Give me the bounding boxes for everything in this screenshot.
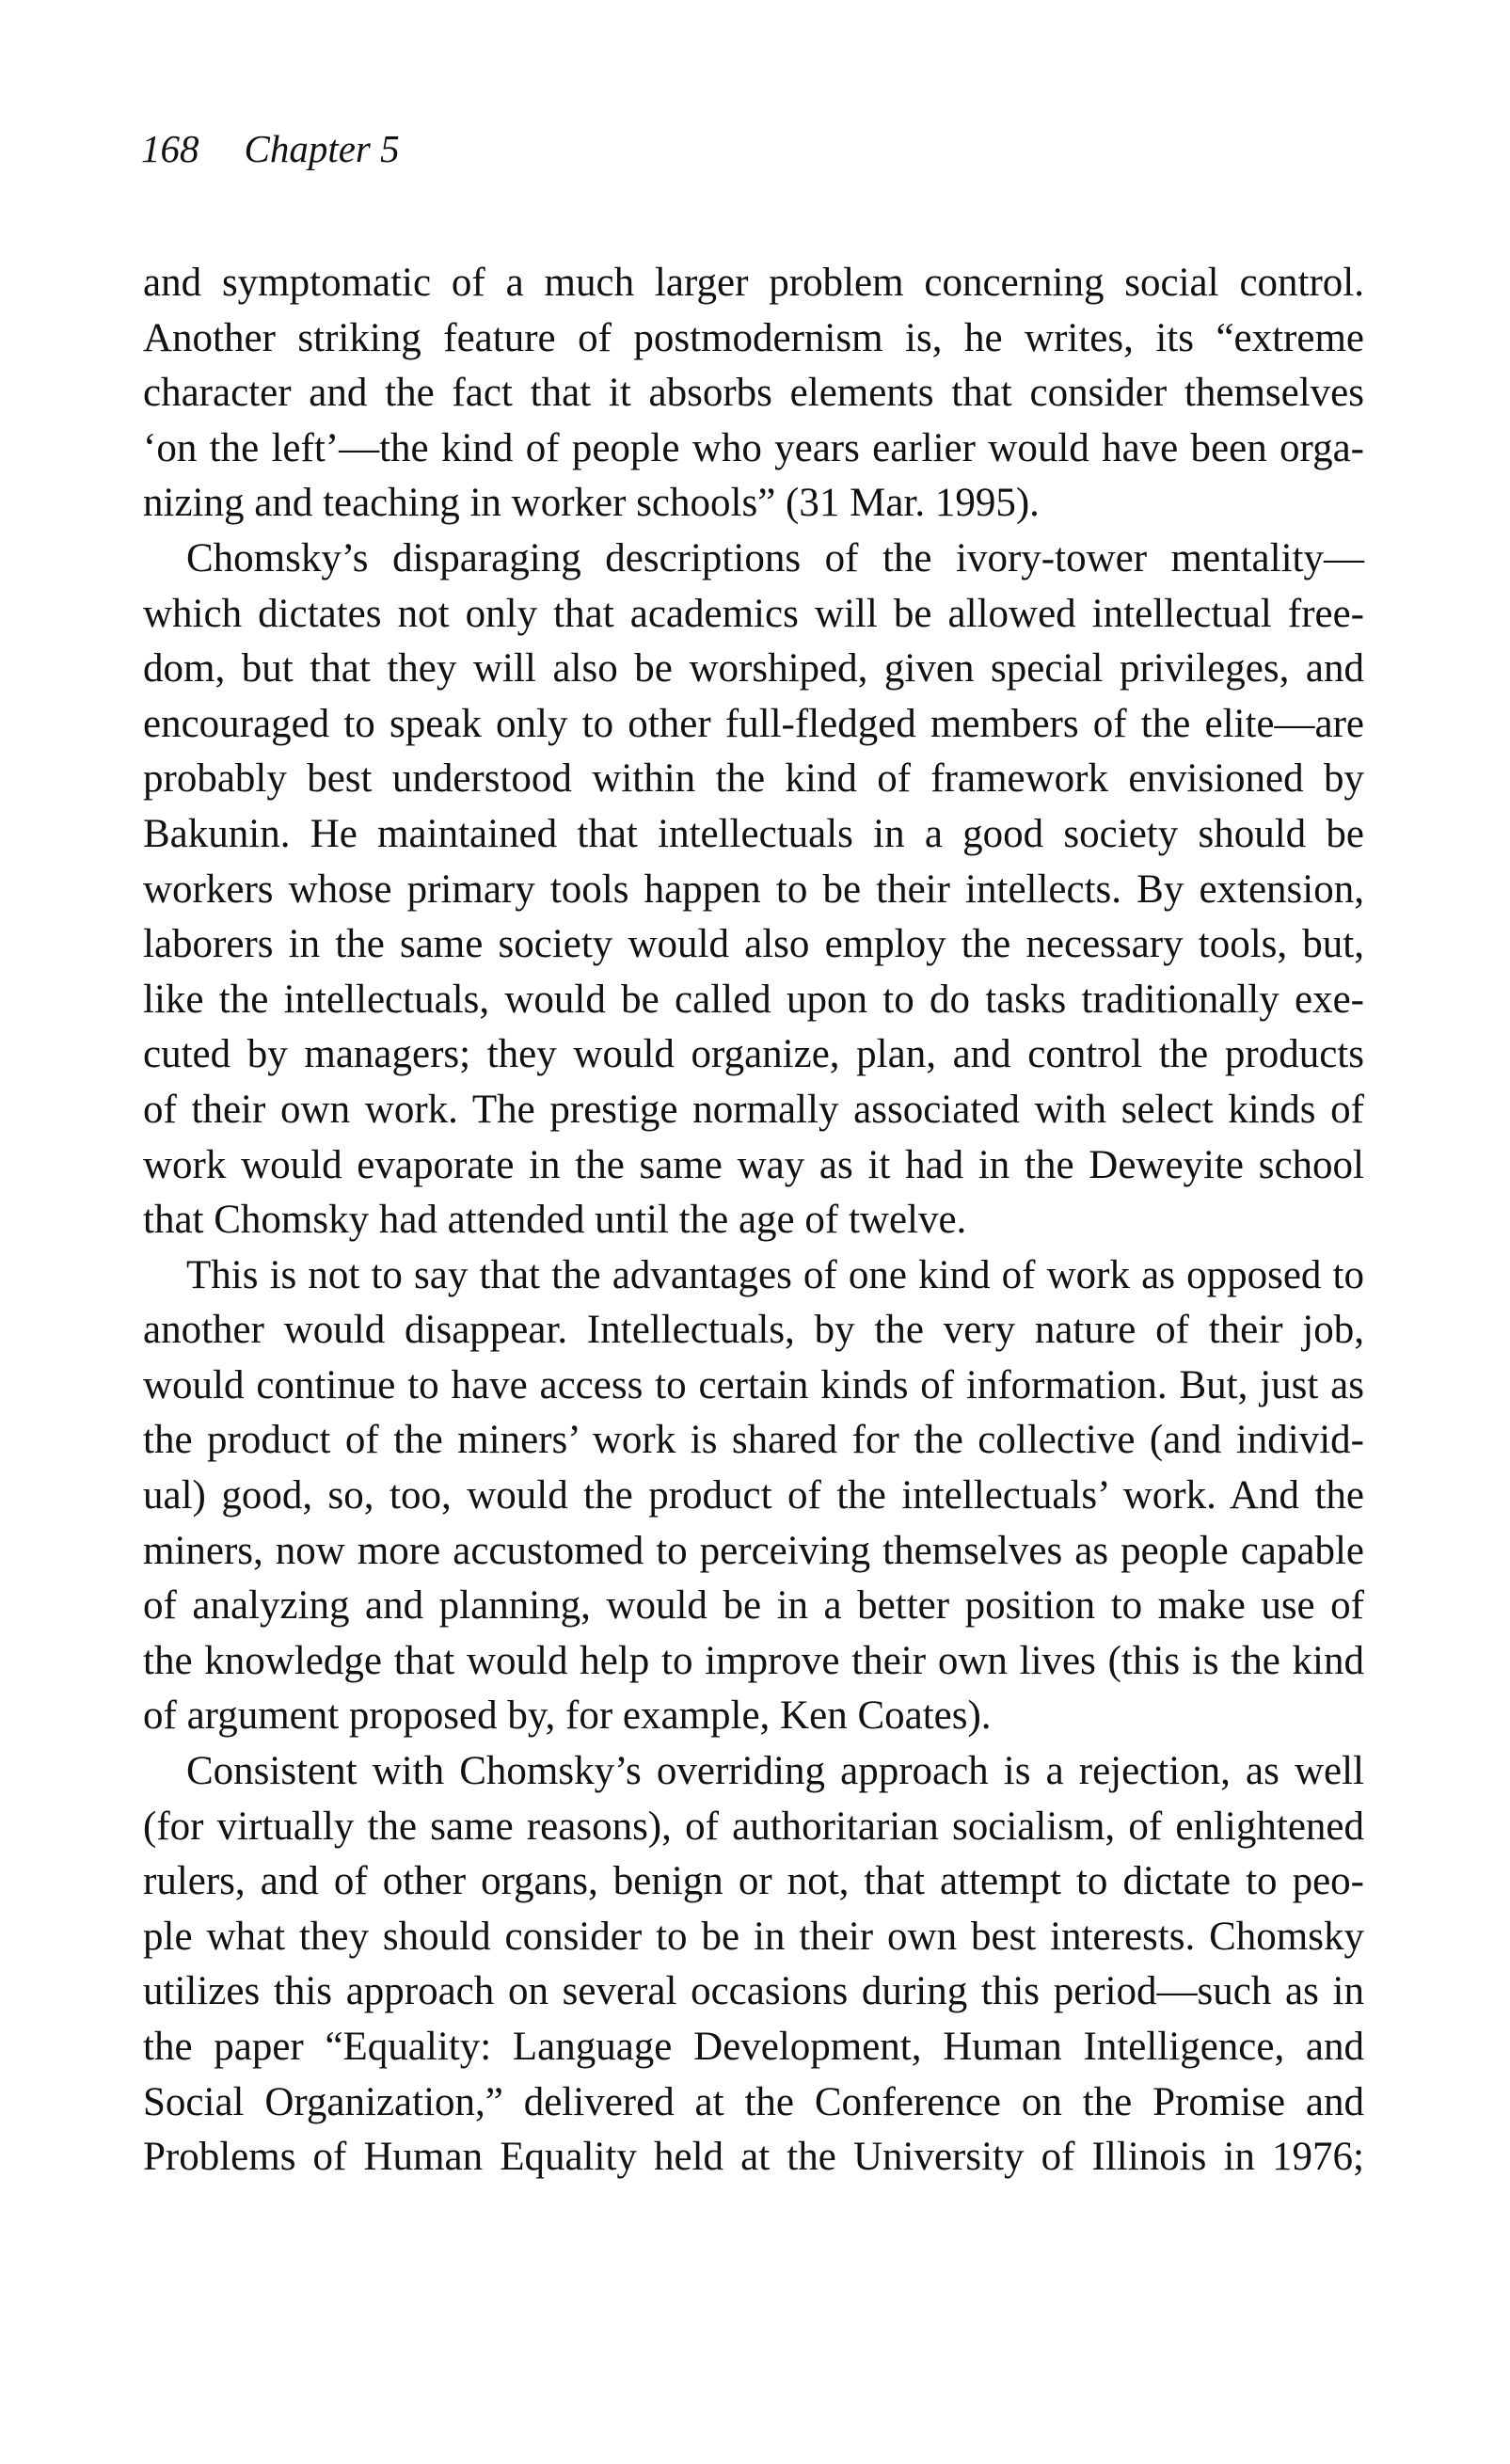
text-line: like the intellectuals, would be called upon to do tasks traditionally exe-: [143, 977, 1364, 1022]
text-line: nizing and teaching in worker schools” (31 Mar. 1995).: [143, 481, 1040, 526]
text-line: utilizes this approach on several occasions during this period—such as in: [143, 1969, 1364, 2014]
text-line: probably best understood within the kind of framework envisioned by: [143, 756, 1364, 802]
text-line: rulers, and of other organs, benign or not, that attempt to dictate to peo-: [143, 1859, 1364, 1904]
text-line: Another striking feature of postmodernism is, he writes, its “extreme: [143, 315, 1364, 360]
text-line: ‘on the left’—the kind of people who years earlier would have been orga-: [143, 425, 1364, 470]
text-line: dom, but that they will also be worshiped, given special privileges, and: [143, 646, 1364, 692]
text-line: of argument proposed by, for example, Ken Coates).: [143, 1693, 992, 1739]
page-number: 168: [141, 127, 199, 170]
text-line: Bakunin. He maintained that intellectuals in a good society should be: [143, 811, 1364, 856]
text-line: ual) good, so, too, would the product of the intellectuals’ work. And the: [143, 1473, 1364, 1518]
text-line: which dictates not only that academics will be allowed intellectual free-: [143, 591, 1364, 636]
running-head: [141, 127, 400, 170]
text-line: work would evaporate in the same way as it had in the Deweyite school: [143, 1142, 1364, 1187]
text-line: another would disappear. Intellectuals, by the very nature of their job,: [143, 1308, 1364, 1353]
body-text: [143, 256, 1364, 2186]
chapter-label: Chapter 5: [244, 127, 400, 170]
text-line: cuted by managers; they would organize, plan, and control the products: [143, 1032, 1364, 1077]
text-line: and symptomatic of a much larger problem concerning social control.: [143, 261, 1364, 305]
text-line: workers whose primary tools happen to be their intellects. By extension,: [143, 866, 1364, 912]
text-line: Problems of Human Equality held at the University of Illinois in 1976;: [143, 2135, 1364, 2180]
text-line: Social Organization,” delivered at the Conference on the Promise and: [143, 2079, 1364, 2124]
text-line: Chomsky’s disparaging descriptions of the ivory-tower mentality—: [186, 535, 1364, 580]
text-line: laborers in the same society would also employ the necessary tools, but,: [143, 922, 1364, 967]
text-line: Consistent with Chomsky’s overriding approach is a rejection, as well: [186, 1749, 1364, 1794]
text-line: character and the fact that it absorbs elements that consider themselves: [143, 371, 1364, 416]
text-line: (for virtually the same reasons), of authoritarian socialism, of enlightened: [143, 1804, 1364, 1849]
text-line: ple what they should consider to be in their own best interests. Chomsky: [143, 1914, 1364, 1959]
text-line: of analyzing and planning, would be in a better position to make use of: [143, 1583, 1364, 1629]
text-line: miners, now more accustomed to perceiving themselves as people capable: [143, 1528, 1364, 1573]
text-line: the product of the miners’ work is shared for the collective (and individ-: [143, 1418, 1364, 1463]
text-line: would continue to have access to certain kinds of information. But, just as: [143, 1362, 1364, 1407]
text-line: This is not to say that the advantages of one kind of work as opposed to: [186, 1252, 1364, 1297]
text-line: that Chomsky had attended until the age of twelve.: [143, 1198, 967, 1243]
text-line: the paper “Equality: Language Development, Human Intelligence, and: [143, 2025, 1364, 2069]
text-line: the knowledge that would help to improve their own lives (this is the kind: [143, 1638, 1364, 1683]
text-line: of their own work. The prestige normally associated with select kinds of: [143, 1087, 1364, 1132]
text-line: encouraged to speak only to other full-fledged members of the elite—are: [143, 701, 1364, 746]
